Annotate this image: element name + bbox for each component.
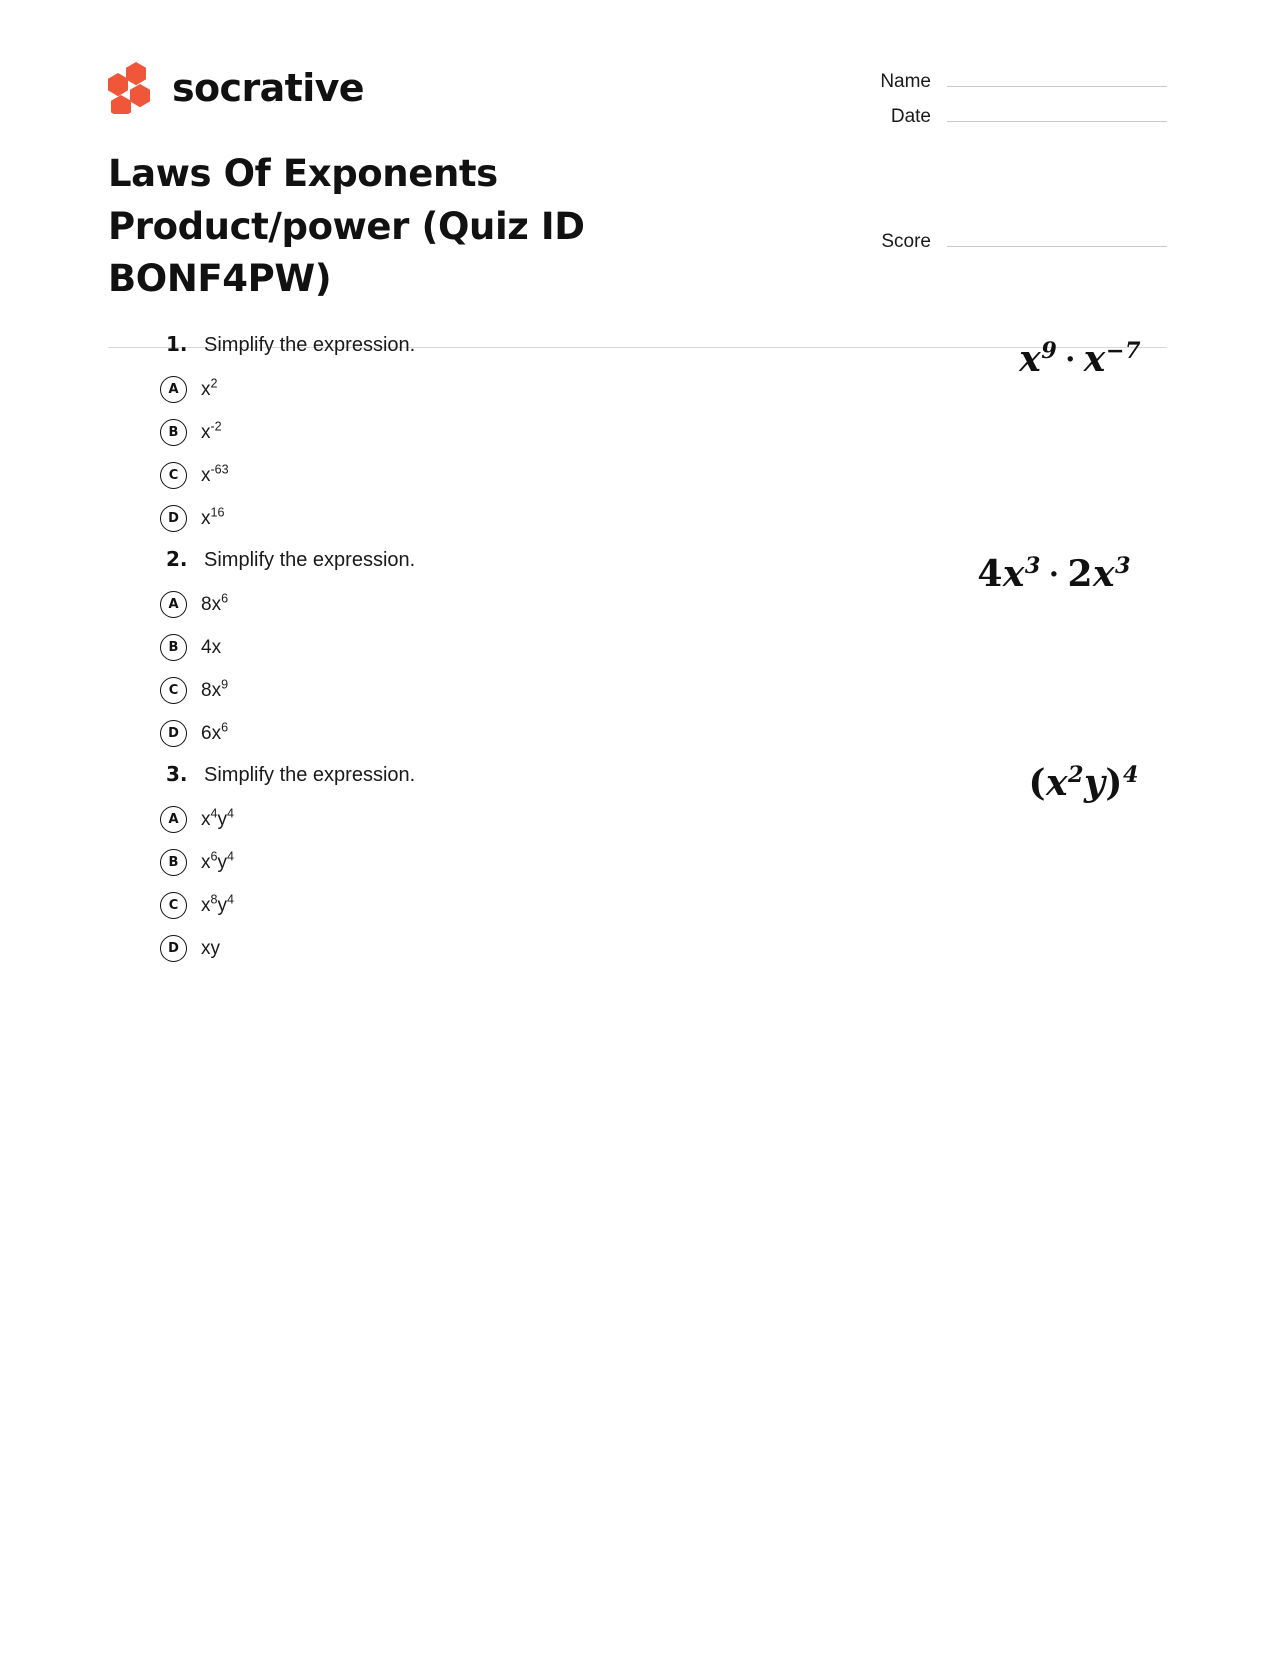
- question-number: 3.: [166, 762, 188, 786]
- date-field-row: [837, 101, 1167, 128]
- choice-option[interactable]: [160, 454, 1167, 497]
- choice-text: $x^8y^4$: [201, 892, 234, 916]
- hexagon-cluster-logo-icon: [108, 62, 154, 114]
- choice-option[interactable]: [160, 411, 1167, 454]
- choice-bubble[interactable]: B: [160, 849, 187, 876]
- choice-text: $6x^6$: [201, 720, 229, 744]
- choice-option[interactable]: [160, 884, 1167, 927]
- page-title: Laws Of Exponents Product/power (Quiz ID BONF4PW): [108, 152, 585, 301]
- choice-text: $x^{-63}$: [201, 462, 229, 486]
- choice-list: [160, 798, 1167, 970]
- choice-bubble[interactable]: B: [160, 419, 187, 446]
- choice-bubble[interactable]: D: [160, 720, 187, 747]
- question-prompt: Simplify the expression.: [204, 334, 416, 356]
- question-prompt: Simplify the expression.: [204, 764, 416, 786]
- choice-option[interactable]: [160, 712, 1167, 755]
- choice-text: xy: [201, 938, 220, 959]
- choice-bubble[interactable]: D: [160, 505, 187, 532]
- question-prompt: Simplify the expression.: [204, 549, 416, 571]
- choice-bubble[interactable]: A: [160, 591, 187, 618]
- question-header: [166, 332, 1167, 358]
- choice-text: $x^{-2}$: [201, 419, 222, 443]
- question-item: [108, 762, 1167, 977]
- score-input-line[interactable]: [947, 226, 1167, 247]
- choice-bubble[interactable]: B: [160, 634, 187, 661]
- choice-option[interactable]: [160, 497, 1167, 540]
- question-header: [166, 762, 1167, 788]
- choice-text: $x^6y^4$: [201, 849, 234, 873]
- choice-option[interactable]: [160, 669, 1167, 712]
- choice-bubble[interactable]: C: [160, 462, 187, 489]
- name-input-line[interactable]: [947, 66, 1167, 87]
- question-item: [108, 547, 1167, 762]
- brand: [108, 62, 364, 114]
- name-field-row: [837, 66, 1167, 93]
- date-label: Date: [890, 106, 931, 127]
- date-input-line[interactable]: [947, 101, 1167, 122]
- choice-bubble[interactable]: C: [160, 892, 187, 919]
- choice-text: $x^2$: [201, 376, 218, 400]
- question-number: 1.: [166, 332, 188, 356]
- student-info-fields: [837, 66, 1167, 261]
- questions-list: [108, 290, 1167, 977]
- choice-list: [160, 368, 1167, 540]
- score-field-row: [837, 226, 1167, 253]
- score-label: Score: [881, 231, 931, 252]
- name-label: Name: [880, 71, 931, 92]
- worksheet-header: [108, 0, 1167, 301]
- choice-bubble[interactable]: D: [160, 935, 187, 962]
- brand-name: socrative: [172, 66, 364, 110]
- choice-option[interactable]: [160, 626, 1167, 669]
- choice-text: $x^4y^4$: [201, 806, 234, 830]
- choice-option[interactable]: [160, 841, 1167, 884]
- choice-option[interactable]: [160, 927, 1167, 970]
- question-expression: $x^9 \cdot x^{-7}$: [1019, 338, 1141, 380]
- choice-bubble[interactable]: A: [160, 376, 187, 403]
- choice-list: [160, 583, 1167, 755]
- choice-text: $8x^6$: [201, 591, 229, 615]
- choice-option[interactable]: [160, 798, 1167, 841]
- choice-bubble[interactable]: C: [160, 677, 187, 704]
- choice-option[interactable]: [160, 368, 1167, 411]
- choice-text: $x^{16}$: [201, 505, 225, 529]
- question-number: 2.: [166, 547, 188, 571]
- question-expression: $4x^3 \cdot 2x^3$: [977, 553, 1131, 595]
- question-expression: $(x^2y)^4$: [1028, 762, 1139, 804]
- question-item: [108, 332, 1167, 547]
- choice-bubble[interactable]: A: [160, 806, 187, 833]
- choice-text: $8x^9$: [201, 677, 229, 701]
- choice-text: 4x: [201, 637, 222, 658]
